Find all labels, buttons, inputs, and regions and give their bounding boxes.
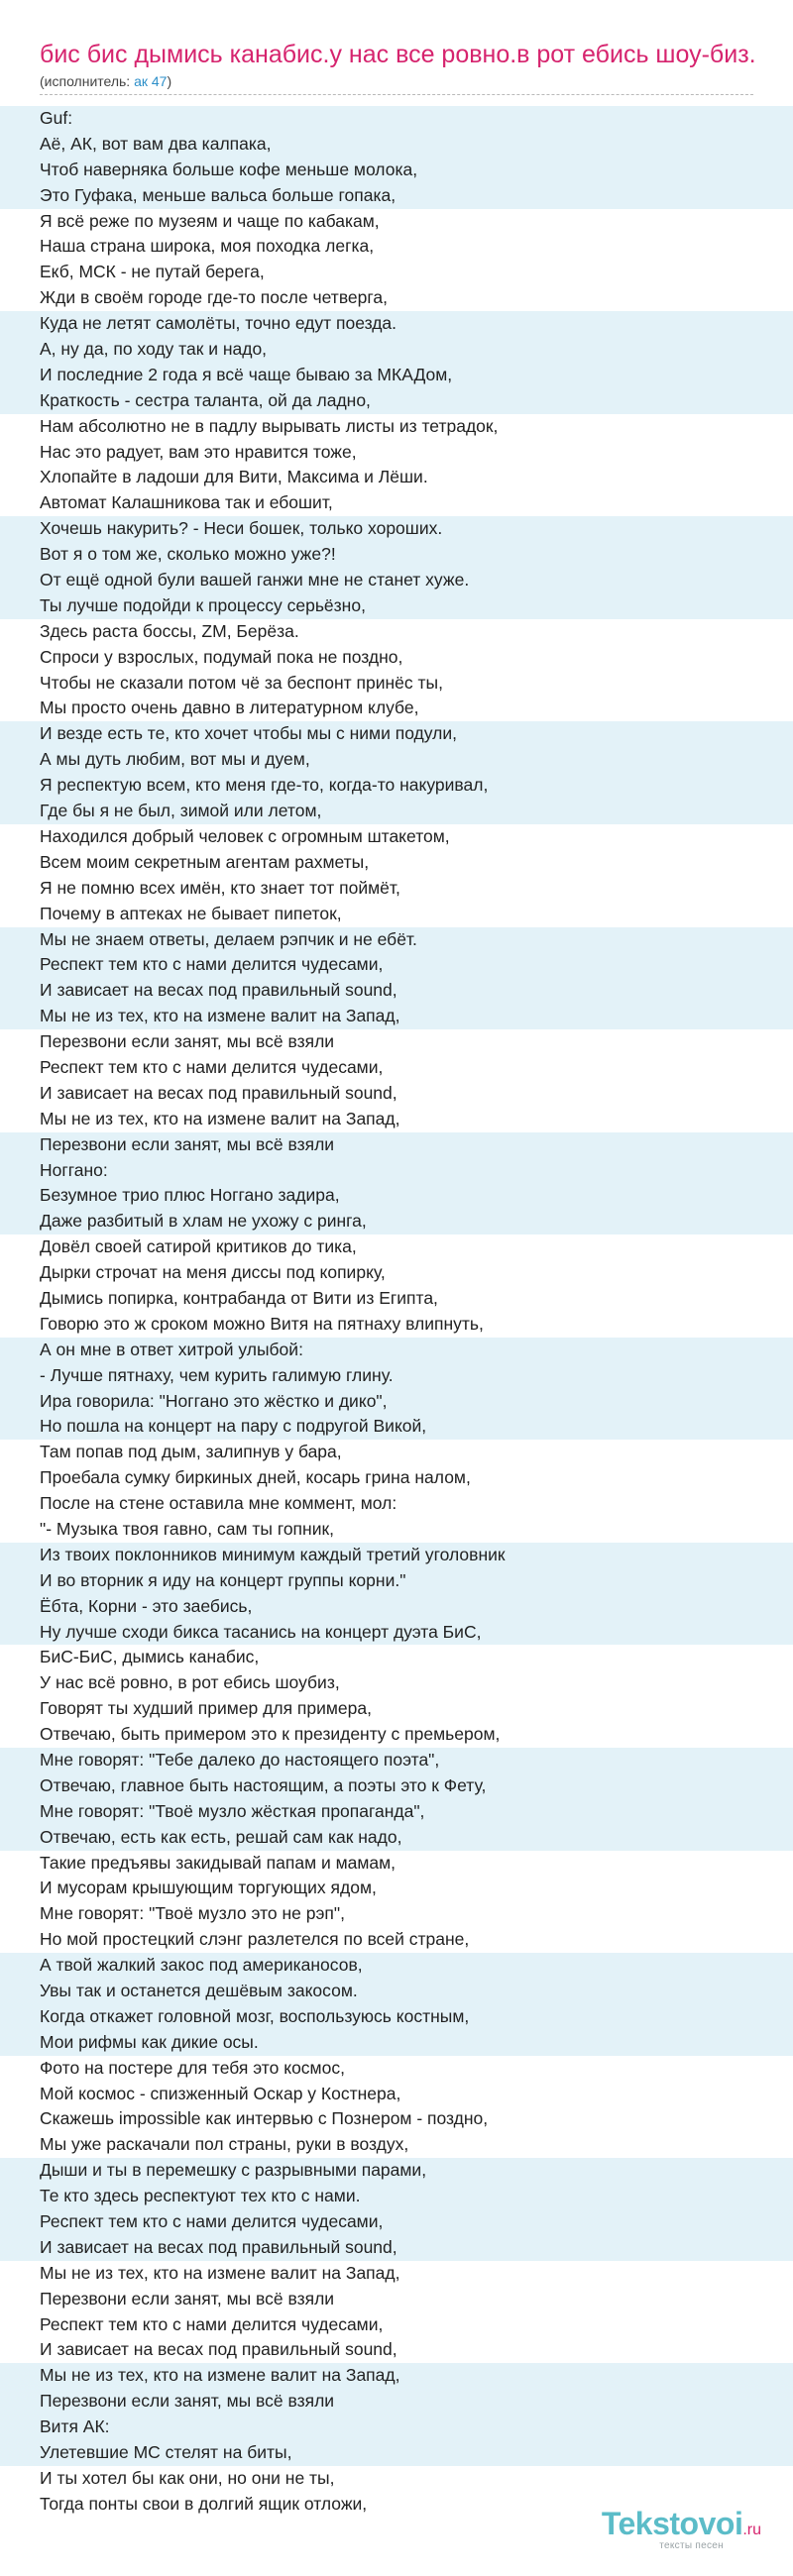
lyric-line: Ноггано: — [0, 1158, 793, 1184]
lyric-line: Фото на постере для тебя это космос, — [40, 2057, 345, 2078]
lyric-line: Ну лучше сходи бикса тасанись на концерт дуэта БиС, — [0, 1620, 793, 1646]
lyric-line: Куда не летят самолёты, точно едут поезда. — [0, 311, 793, 337]
lyric-line: Чтобы не сказали потом чё за беспонт принёс ты, — [40, 672, 443, 693]
lyric-line: От ещё одной були вашей ганжи мне не станет хуже. — [0, 568, 793, 593]
lyric-line: Респект тем кто с нами делится чудесами, — [40, 1056, 384, 1077]
lyric-line: Улетевшие МС стелят на биты, — [0, 2440, 793, 2466]
lyrics-list — [0, 106, 793, 2518]
lyric-line: Такие предъявы закидывай папам и мамам, — [40, 1852, 396, 1873]
lyric-line: Хочешь накурить? - Неси бошек, только хороших. — [0, 516, 793, 542]
lyric-line: Витя АК: — [0, 2415, 793, 2440]
lyric-line: БиС-БиС, дымись канабис, — [40, 1647, 260, 1667]
lyric-line: Говорю это ж сроком можно Витя на пятнаху влипнуть, — [40, 1313, 484, 1334]
lyric-line: А мы дуть любим, вот мы и дуем, — [0, 747, 793, 773]
lyric-line: Дырки строчат на меня диссы под копирку, — [40, 1262, 386, 1283]
lyric-line: Довёл своей сатирой критиков до тика, — [40, 1236, 357, 1257]
lyric-line: И зависает на весах под правильный sound, — [40, 2339, 397, 2360]
site-logo[interactable] — [563, 2505, 761, 2554]
lyric-line: Перезвони если занят, мы всё взяли — [0, 2389, 793, 2415]
lyric-line: Мне говорят: "Тебе далеко до настоящего поэта", — [0, 1748, 793, 1773]
lyric-line: Мы не из тех, кто на измене валит на Запад, — [0, 2363, 793, 2389]
lyric-line: Там попав под дым, залипнув у бара, — [40, 1442, 342, 1462]
lyric-line: Я всё реже по музеям и чаще по кабакам, — [40, 210, 380, 231]
lyric-line: Дымись попирка, контрабанда от Вити из Египта, — [40, 1287, 438, 1308]
lyric-line: Безумное трио плюс Ноггано задира, — [0, 1183, 793, 1209]
lyric-line: Те кто здесь респектуют тех кто с нами. — [0, 2184, 793, 2209]
lyric-line: И зависает на весах под правильный sound, — [40, 1082, 397, 1103]
lyric-line: Дыши и ты в перемешку с разрывными парами, — [0, 2158, 793, 2184]
lyric-line: Мой космос - спизженный Оскар у Костнера, — [40, 2083, 401, 2103]
lyric-line: Отвечаю, есть как есть, решай сам как надо, — [0, 1825, 793, 1851]
lyric-line: Краткость - сестра таланта, ой да ладно, — [0, 388, 793, 414]
lyric-line: Мы не из тех, кто на измене валит на Запад, — [40, 1108, 400, 1128]
performer-line — [40, 71, 773, 91]
lyric-line: Ты лучше подойди к процессу серьёзно, — [0, 593, 793, 619]
lyric-line: Это Гуфака, меньше вальса больше гопака, — [0, 183, 793, 209]
lyric-line: А, ну да, по ходу так и надо, — [0, 337, 793, 363]
lyric-line: Респект тем кто с нами делится чудесами, — [40, 2313, 384, 2334]
lyric-line: Даже разбитый в хлам не ухожу с ринга, — [0, 1209, 793, 1234]
lyric-line: Мы уже раскачали пол страны, руки в воздух, — [40, 2134, 409, 2155]
lyric-line: Отвечаю, быть примером это к президенту с премьером, — [40, 1724, 501, 1745]
lyric-line: Ира говорила: "Ноггано это жёстко и дико", — [0, 1389, 793, 1415]
lyric-line: И последние 2 года я всё чаще бываю за МКАДом, — [0, 363, 793, 388]
lyric-line: Говорят ты худший пример для примера, — [40, 1698, 372, 1719]
lyric-line: Отвечаю, главное быть настоящим, а поэты это к Фету, — [0, 1773, 793, 1799]
lyric-line: И ты хотел бы как они, но они не ты, — [40, 2467, 335, 2488]
lyric-line: Чтоб наверняка больше кофе меньше молока, — [0, 158, 793, 183]
lyric-line: Но мой простецкий слэнг разлетелся по всей стране, — [40, 1929, 470, 1950]
lyric-line: Когда откажет головной мозг, воспользуюсь костным, — [0, 2004, 793, 2030]
lyric-line: Автомат Калашникова так и ебошит, — [40, 492, 333, 513]
lyric-line: Мне говорят: "Твоё музло это не рэп", — [40, 1903, 345, 1924]
lyric-line: Мы не знаем ответы, делаем рэпчик и не ебёт. — [0, 927, 793, 953]
lyric-line: Мы не из тех, кто на измене валит на Запад, — [0, 1004, 793, 1029]
logo-domain: .ru — [742, 2522, 761, 2538]
lyric-line: Перезвони если занят, мы всё взяли — [0, 1132, 793, 1158]
performer-suffix: ) — [167, 73, 172, 89]
logo-name: Tekstovoi — [601, 2506, 743, 2541]
lyric-line: Но пошла на концерт на пару с подругой Викой, — [0, 1414, 793, 1440]
lyric-line: Жди в своём городе где-то после четверга, — [40, 287, 388, 308]
lyric-line: Екб, МСК - не путай берега, — [40, 262, 265, 282]
lyric-line: Всем моим секретным агентам рахметы, — [40, 851, 370, 872]
lyric-line: Где бы я не был, зимой или летом, — [0, 799, 793, 824]
lyric-line: "- Музыка твоя гавно, сам ты гопник, — [40, 1518, 334, 1539]
lyric-line: Скажешь impossible как интервью с Познером - поздно, — [40, 2108, 489, 2129]
lyric-line: Я респектую всем, кто меня где-то, когда-то накуривал, — [0, 773, 793, 799]
lyric-line: Увы так и останется дешёвым закосом. — [0, 1979, 793, 2004]
lyric-line: Нас это радует, вам это нравится тоже, — [40, 441, 357, 462]
lyric-line: Нам абсолютно не в падлу вырывать листы из тетрадок, — [40, 415, 499, 436]
lyric-line: И везде есть те, кто хочет чтобы мы с ними подули, — [0, 721, 793, 747]
title-divider — [40, 94, 753, 95]
lyric-line: Проебала сумку биркиных дней, косарь грина налом, — [40, 1467, 471, 1488]
lyric-line: Тогда понты свои в долгий ящик отложи, — [40, 2493, 368, 2514]
lyric-line: Аё, АК, вот вам два калпака, — [0, 132, 793, 158]
lyric-line: Респект тем кто с нами делится чудесами, — [0, 952, 793, 978]
lyric-line: После на стене оставила мне коммент, мол: — [40, 1493, 397, 1514]
lyric-line: И зависает на весах под правильный sound, — [0, 978, 793, 1004]
lyric-line: А он мне в ответ хитрой улыбой: — [0, 1338, 793, 1363]
lyric-line: Мы просто очень давно в литературном клубе, — [40, 698, 419, 718]
lyric-line: И мусорам крышующим торгующих ядом, — [40, 1878, 377, 1898]
song-title: бис бис дымись канабис.у нас все ровно.в рот ебись шоу-биз. — [40, 41, 756, 68]
lyric-line: А твой жалкий закос под американосов, — [0, 1953, 793, 1979]
lyric-line: Хлопайте в ладоши для Вити, Максима и Лёши. — [40, 467, 428, 487]
lyric-line: Ёбта, Корни - это заебись, — [0, 1594, 793, 1620]
lyric-line: Почему в аптеках не бывает пипеток, — [40, 903, 342, 923]
lyric-line: Находился добрый человек с огромным штакетом, — [40, 825, 450, 846]
lyric-line: Я не помню всех имён, кто знает тот поймёт, — [40, 877, 400, 898]
lyric-line: Вот я о том же, сколько можно уже?! — [0, 542, 793, 568]
lyric-line: Перезвони если занят, мы всё взяли — [40, 2288, 335, 2308]
lyric-line: Здесь раста боссы, ZM, Берёза. — [40, 620, 299, 641]
lyric-line: Из твоих поклонников минимум каждый третий уголовник — [0, 1543, 793, 1568]
lyric-line: - Лучше пятнаху, чем курить галимую глину. — [0, 1363, 793, 1389]
lyric-line: Мы не из тех, кто на измене валит на Запад, — [40, 2262, 400, 2283]
lyric-line: Респект тем кто с нами делится чудесами, — [0, 2209, 793, 2235]
lyric-line: Мои рифмы как дикие осы. — [0, 2030, 793, 2056]
performer-link[interactable]: ак 47 — [134, 73, 168, 89]
lyric-line: И во вторник я иду на концерт группы корни." — [0, 1568, 793, 1594]
lyric-line: Перезвони если занят, мы всё взяли — [40, 1031, 335, 1052]
lyric-line: Спроси у взрослых, подумай пока не поздно, — [40, 646, 403, 667]
logo-tagline: тексты песен — [659, 2540, 724, 2551]
lyric-line: Наша страна широка, моя походка легка, — [40, 236, 375, 257]
lyric-line: Мне говорят: "Твоё музло жёсткая пропаганда", — [0, 1799, 793, 1825]
performer-prefix: (исполнитель: — [40, 73, 135, 89]
lyric-line: И зависает на весах под правильный sound, — [0, 2235, 793, 2261]
lyric-line: У нас всё ровно, в рот ебись шоубиз, — [40, 1672, 340, 1693]
lyric-line: Guf: — [0, 106, 793, 132]
